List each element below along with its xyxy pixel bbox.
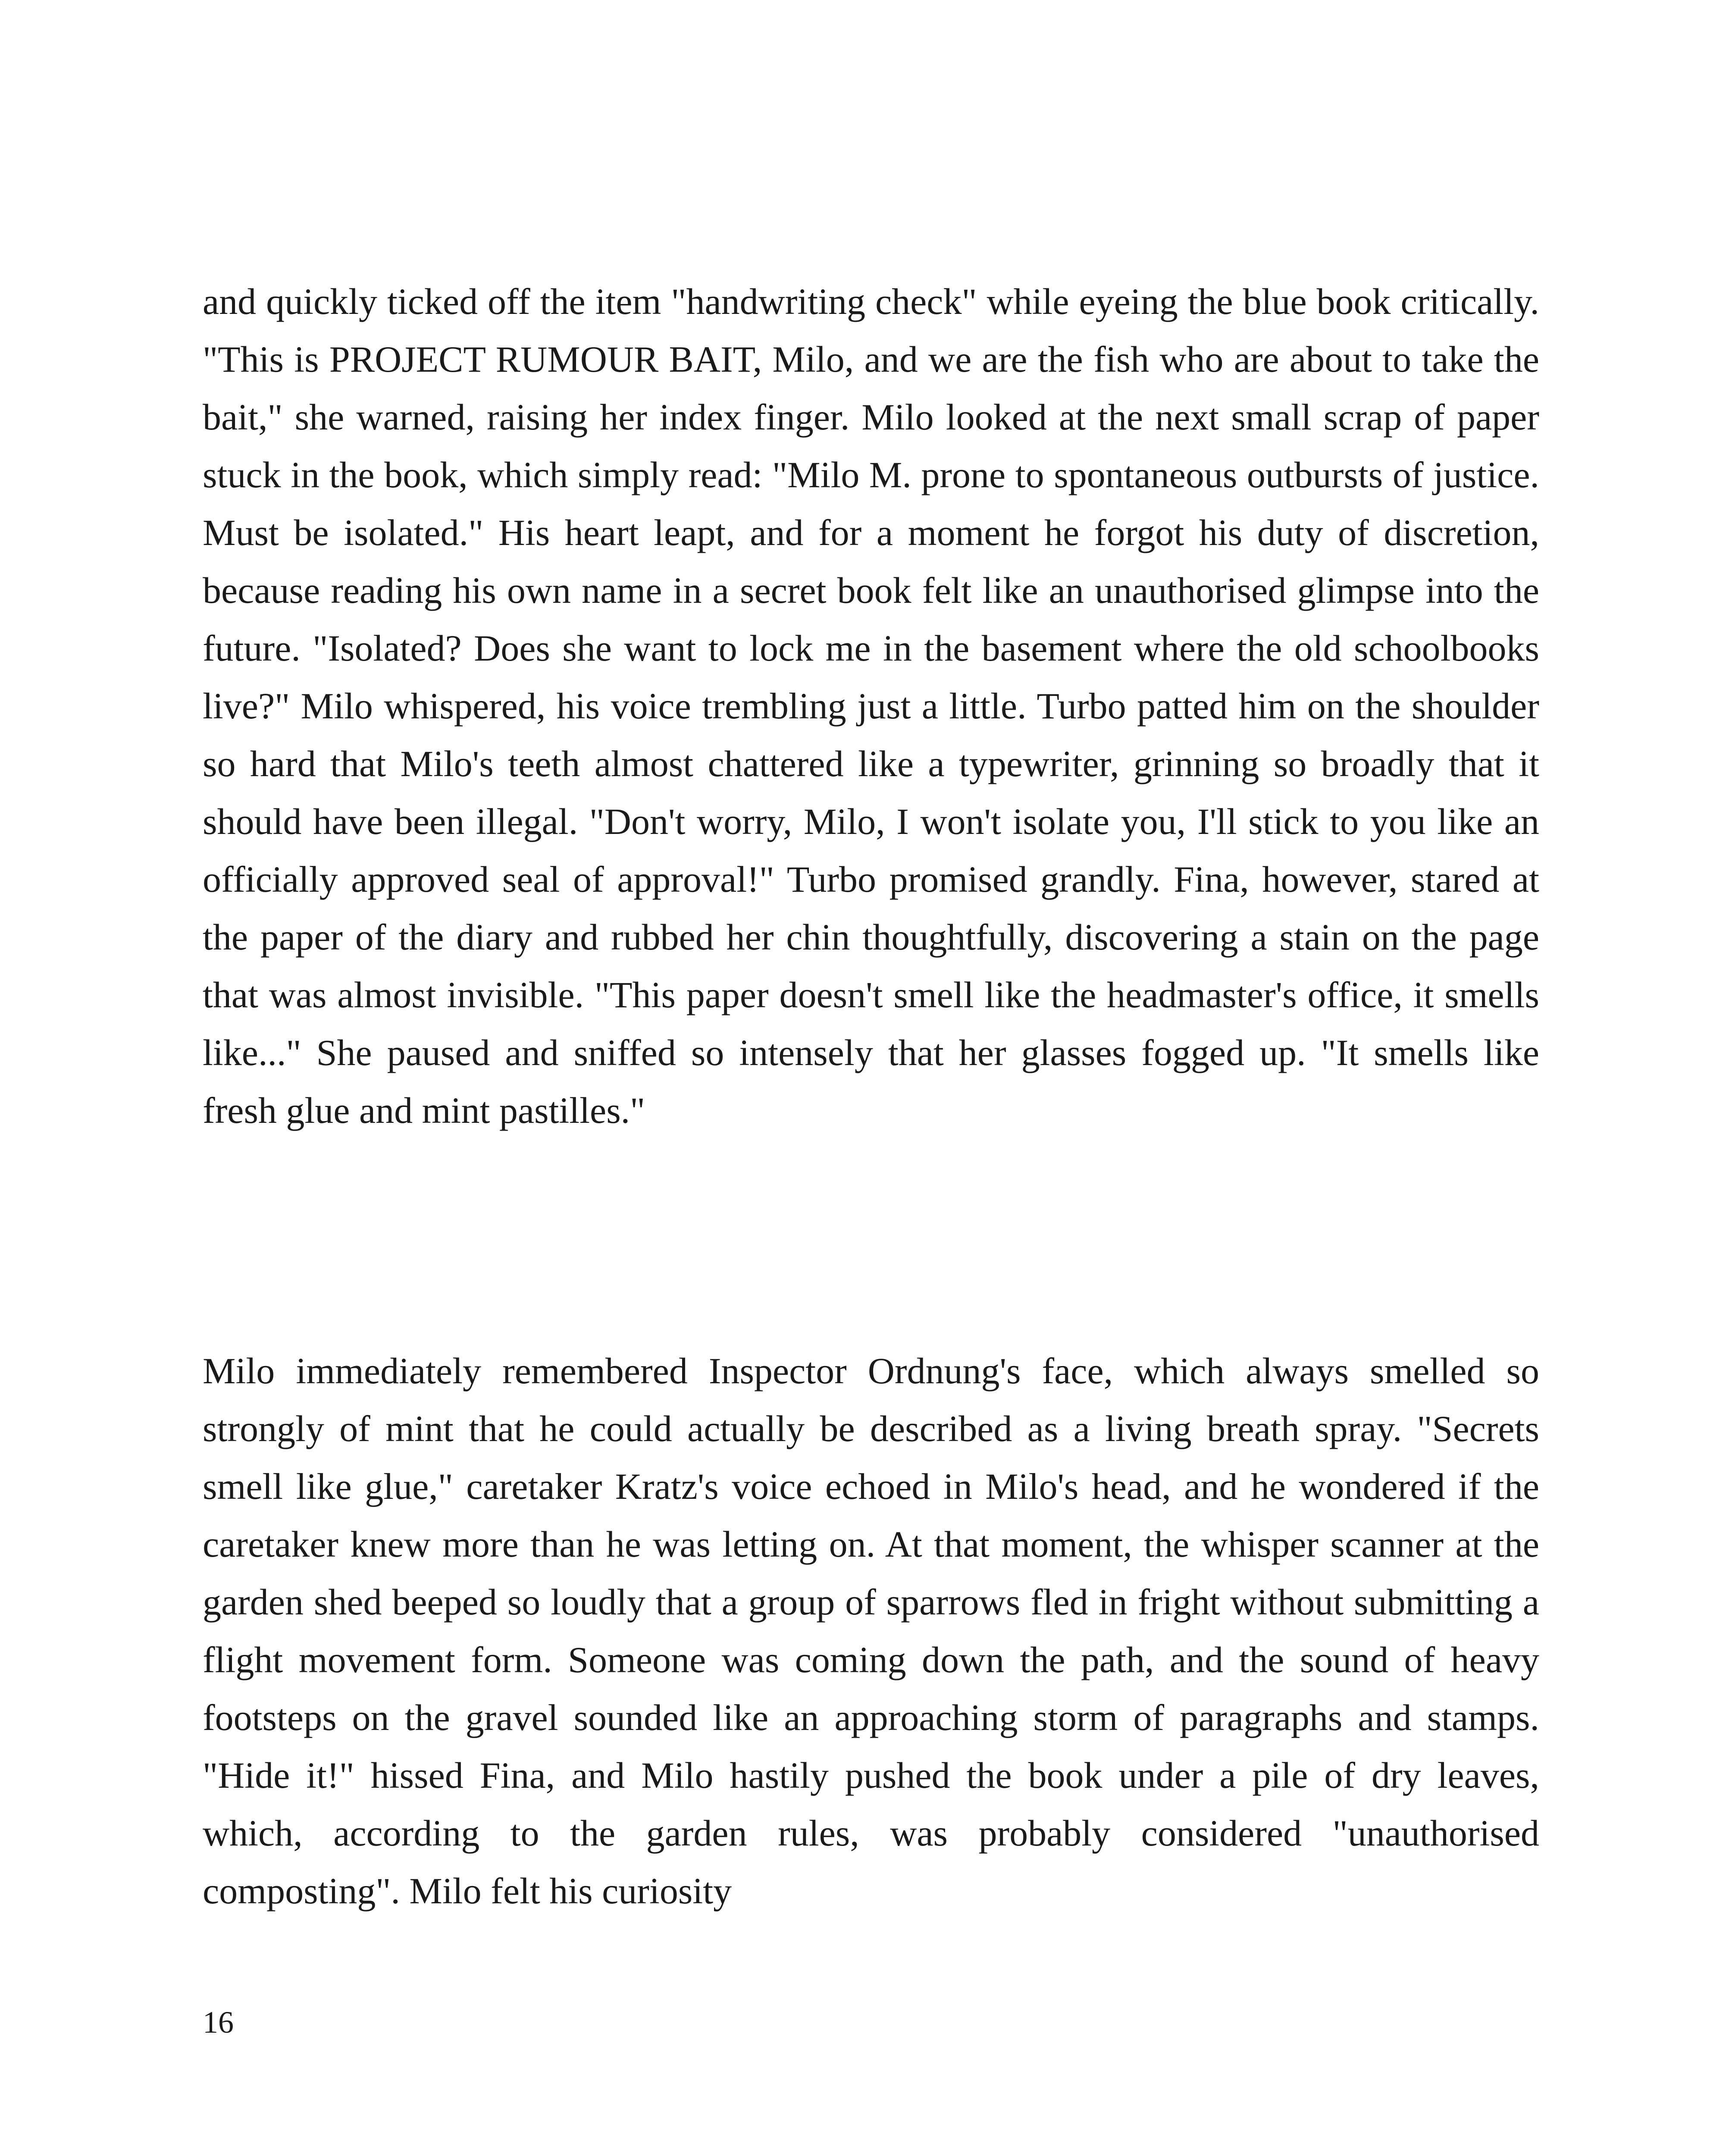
page-number: 16: [203, 2005, 234, 2040]
paragraph-2: [203, 1342, 1539, 1920]
paragraph-1-text: and quickly ticked off the item "handwriting check" while eyeing the blue book critically. "This is PROJECT RUMOUR BAIT, Milo, and we are the fish who are about to take the bait," she warned, raising her index finger. Milo looked at the next small scrap of paper stuck in the book, which simply read: "Milo M. prone to spontaneous outbursts of justice. Must be isolated." His heart leapt, and for a moment he forgot his duty of discretion, because reading his own name in a secret book felt like an unauthorised glimpse into the future. "Isolated? Does she want to lock me in the basement where the old schoolbooks live?" Milo whispered, his voice trembling just a little. Turbo patted him on the shoulder so hard that Milo's teeth almost chattered like a typewriter, grinning so broadly that it should have been illegal. "Don't worry, Milo, I won't isolate you, I'll stick to you like an officially approved seal of approval!" Turbo promised grandly. Fina, however, stared at the paper of the diary and rubbed her chin thoughtfully, discovering a stain on the page that was almost invisible. "This paper doesn't smell like the headmaster's office, it smells like..." She paused and sniffed so intensely that her glasses fogged up. "It smells like fresh glue and mint pastilles.": [203, 281, 1539, 1131]
paragraph-2-text: Milo immediately remembered Inspector Ordnung's face, which always smelled so strongly of mint that he could actually be described as a living breath spray. "Secrets smell like glue," caretaker Kratz's voice echoed in Milo's head, and he wondered if the caretaker knew more than he was letting on. At that moment, the whisper scanner at the garden shed beeped so loudly that a group of sparrows fled in fright without submitting a flight movement form. Someone was coming down the path, and the sound of heavy footsteps on the gravel sounded like an approaching storm of paragraphs and stamps. "Hide it!" hissed Fina, and Milo hastily pushed the book under a pile of dry leaves, which, according to the garden rules, was probably considered "unauthorised composting". Milo felt his curiosity: [203, 1350, 1539, 1912]
paragraph-1: [203, 273, 1539, 1139]
